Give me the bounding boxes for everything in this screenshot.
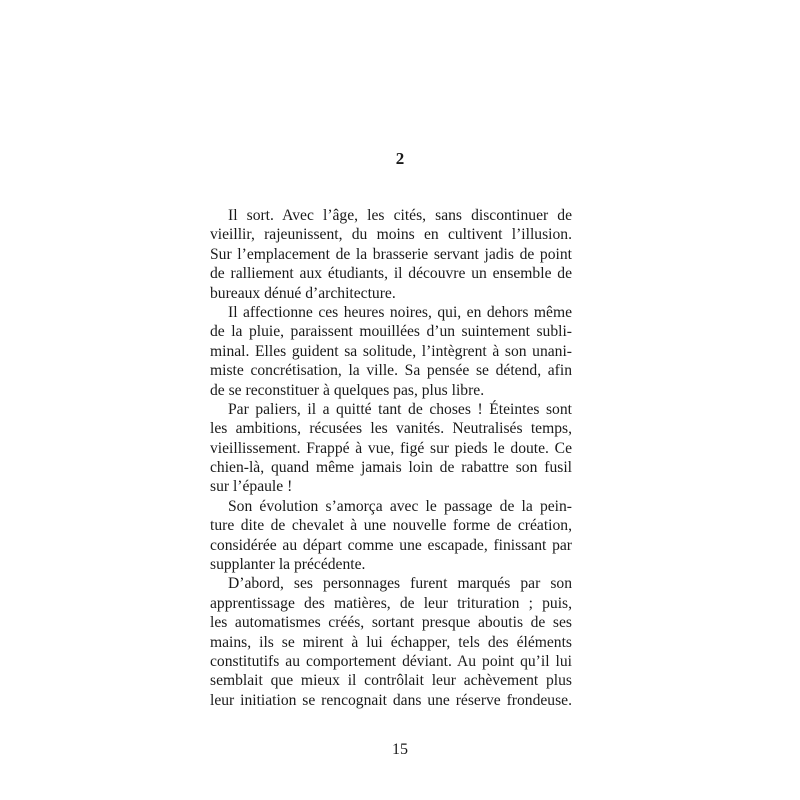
paragraph-3-line-3: vieillissement. Frappé à vue, figé sur pieds le doute. Ce <box>210 439 572 457</box>
paragraph-4-line-1: Son évolution s’amorça avec le passage de la pein- <box>228 497 572 515</box>
paragraph-5-line-3: les automatismes créés, sortant presque aboutis de ses <box>210 614 572 632</box>
page-number: 15 <box>392 741 408 758</box>
paragraph-5-line-1: D’abord, ses personnages furent marqués par son <box>228 575 572 593</box>
paragraph-3-line-4: chien-là, quand même jamais loin de rabattre son fusil <box>210 459 572 477</box>
paragraph-4-line-4: supplanter la précédente. <box>210 556 366 574</box>
paragraph-5-line-4: mains, ils se mirent à lui échapper, tels des éléments <box>210 633 572 651</box>
paragraph-2-line-2: de la pluie, paraissent mouillées d’un suintement subli- <box>210 323 572 341</box>
paragraph-5-line-2: apprentissage des matières, de leur trituration ; puis, <box>210 594 572 612</box>
chapter-number: 2 <box>395 149 405 168</box>
paragraph-2-line-4: miste concrétisation, la ville. Sa pensée se détend, afin <box>210 362 572 380</box>
paragraph-1-line-5: bureaux dénué d’architecture. <box>210 284 396 302</box>
paragraph-1-line-4: de ralliement aux étudiants, il découvre un ensemble de <box>210 265 572 283</box>
paragraph-2-line-3: minal. Elles guident sa solitude, l’intègrent à son unani- <box>210 342 572 360</box>
paragraph-5-line-5: constitutifs au comportement déviant. Au point qu’il lui <box>210 652 572 670</box>
paragraph-5-line-6: semblait que mieux il contrôlait leur achèvement plus <box>210 672 572 690</box>
paragraph-1-line-1: Il sort. Avec l’âge, les cités, sans discontinuer de <box>228 207 572 224</box>
paragraph-2-line-1: Il affectionne ces heures noires, qui, en dehors même <box>228 303 572 321</box>
paragraph-5-line-7: leur initiation se rencognait dans une réserve frondeuse. <box>210 691 572 709</box>
paragraph-3-line-5: sur l’épaule ! <box>210 478 293 496</box>
paragraph-1-line-2: vieillir, rajeunissent, du moins en cultivent l’illusion. <box>210 226 572 244</box>
paragraph-1-line-3: Sur l’emplacement de la brasserie servant jadis de point <box>210 245 572 263</box>
body-text <box>210 206 572 710</box>
paragraph-2-line-5: de se reconstituer à quelques pas, plus libre. <box>210 381 485 399</box>
paragraph-4-line-3: considérée au départ comme une escapade, finissant par <box>210 536 572 554</box>
paragraph-3-line-1: Par paliers, il a quitté tant de choses ! Éteintes sont <box>228 400 572 418</box>
paragraph-3-line-2: les ambitions, récusées les vanités. Neutralisés temps, <box>210 420 572 438</box>
paragraph-4-line-2: ture dite de chevalet à une nouvelle forme de création, <box>210 517 572 535</box>
